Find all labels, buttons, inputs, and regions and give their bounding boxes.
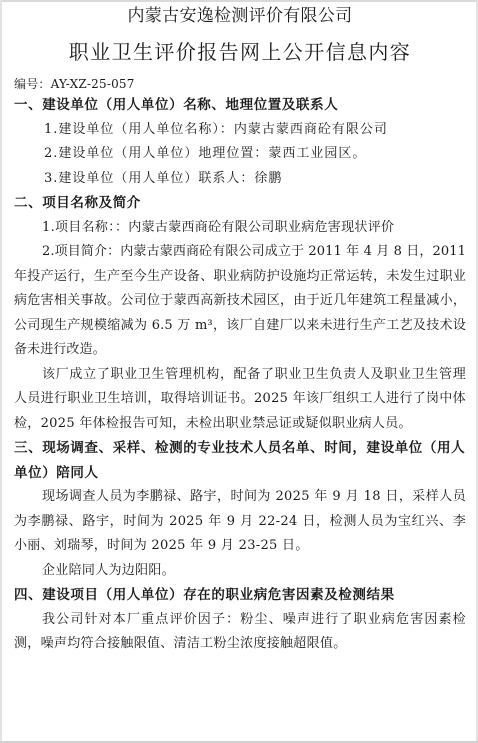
escort-paragraph: 企业陪同人为边阳阳。 xyxy=(42,562,176,578)
section-4-heading: 四、建设项目（用人单位）存在的职业病危害因素及检测结果 xyxy=(14,587,395,603)
project-intro-paragraph: 2.项目简介：内蒙古蒙西商砼有限公司成立于 2011 年 4 月 8 日，2011 年投产运行，生产至今生产设备、职业病防护设施均正常运转，未发生过职业病危害相关事故。公司位于蒙西高新技术园区，由于近几年建筑工程量减小，公司现生产规模缩减为 6.5 万 m³，该厂自建厂以来未进行生产工艺及技术设备未进行改造。 xyxy=(14,244,466,357)
project-name-paragraph: 1.项目名称：：内蒙古蒙西商砼有限公司职业病危害现状评价 xyxy=(42,219,395,235)
section-3-heading: 三、现场调查、采样、检测的专业技术人员名单、时间，建设单位（用人单位）陪同人 xyxy=(14,440,466,481)
company-name: 内蒙古安逸检测评价有限公司 xyxy=(127,6,353,26)
section-1-item-3: 3.建设单位（用人单位）联系人：徐鹏 xyxy=(44,170,283,186)
section-1-heading: 一、建设单位（用人单位）名称、地理位置及联系人 xyxy=(14,97,339,113)
page-left-border xyxy=(0,0,2,743)
document-number: 编号：AY-XZ-25-057 xyxy=(14,77,135,91)
management-paragraph: 该厂成立了职业卫生管理机构，配备了职业卫生负责人及职业卫生管理人员进行职业卫生培训，取得培训证书。2025 年该厂组织工人进行了岗中体检，2025 年体检报告可知，未检出职业禁忌证或疑似职业病人员。 xyxy=(14,366,466,431)
section-2-heading: 二、项目名称及简介 xyxy=(14,195,141,211)
document-title: 职业卫生评价报告网上公开信息内容 xyxy=(68,40,412,64)
section-1-item-1: 1.建设单位（用人单位名称）：内蒙古蒙西商砼有限公司 xyxy=(44,121,388,137)
survey-staff-paragraph: 现场调查人员为李鹏禄、路宇，时间为 2025 年 9 月 18 日，采样人员为李鹏禄、路宇，时间为 2025 年 9 月 22-24 日，检测人员为宝红兴、李小丽、刘瑞琴，时间为 2025 年 9 月 23-25 日。 xyxy=(14,489,466,553)
section-1-item-2: 2.建设单位（用人单位）地理位置：蒙西工业园区。 xyxy=(44,146,367,161)
page-top-border xyxy=(0,0,478,2)
document-page xyxy=(14,4,466,657)
detection-result-paragraph: 我公司针对本厂重点评价因子：粉尘、噪声进行了职业病危害因素检测，噪声均符合接触限值、清洁工粉尘浓度接触超限值。 xyxy=(14,611,466,651)
